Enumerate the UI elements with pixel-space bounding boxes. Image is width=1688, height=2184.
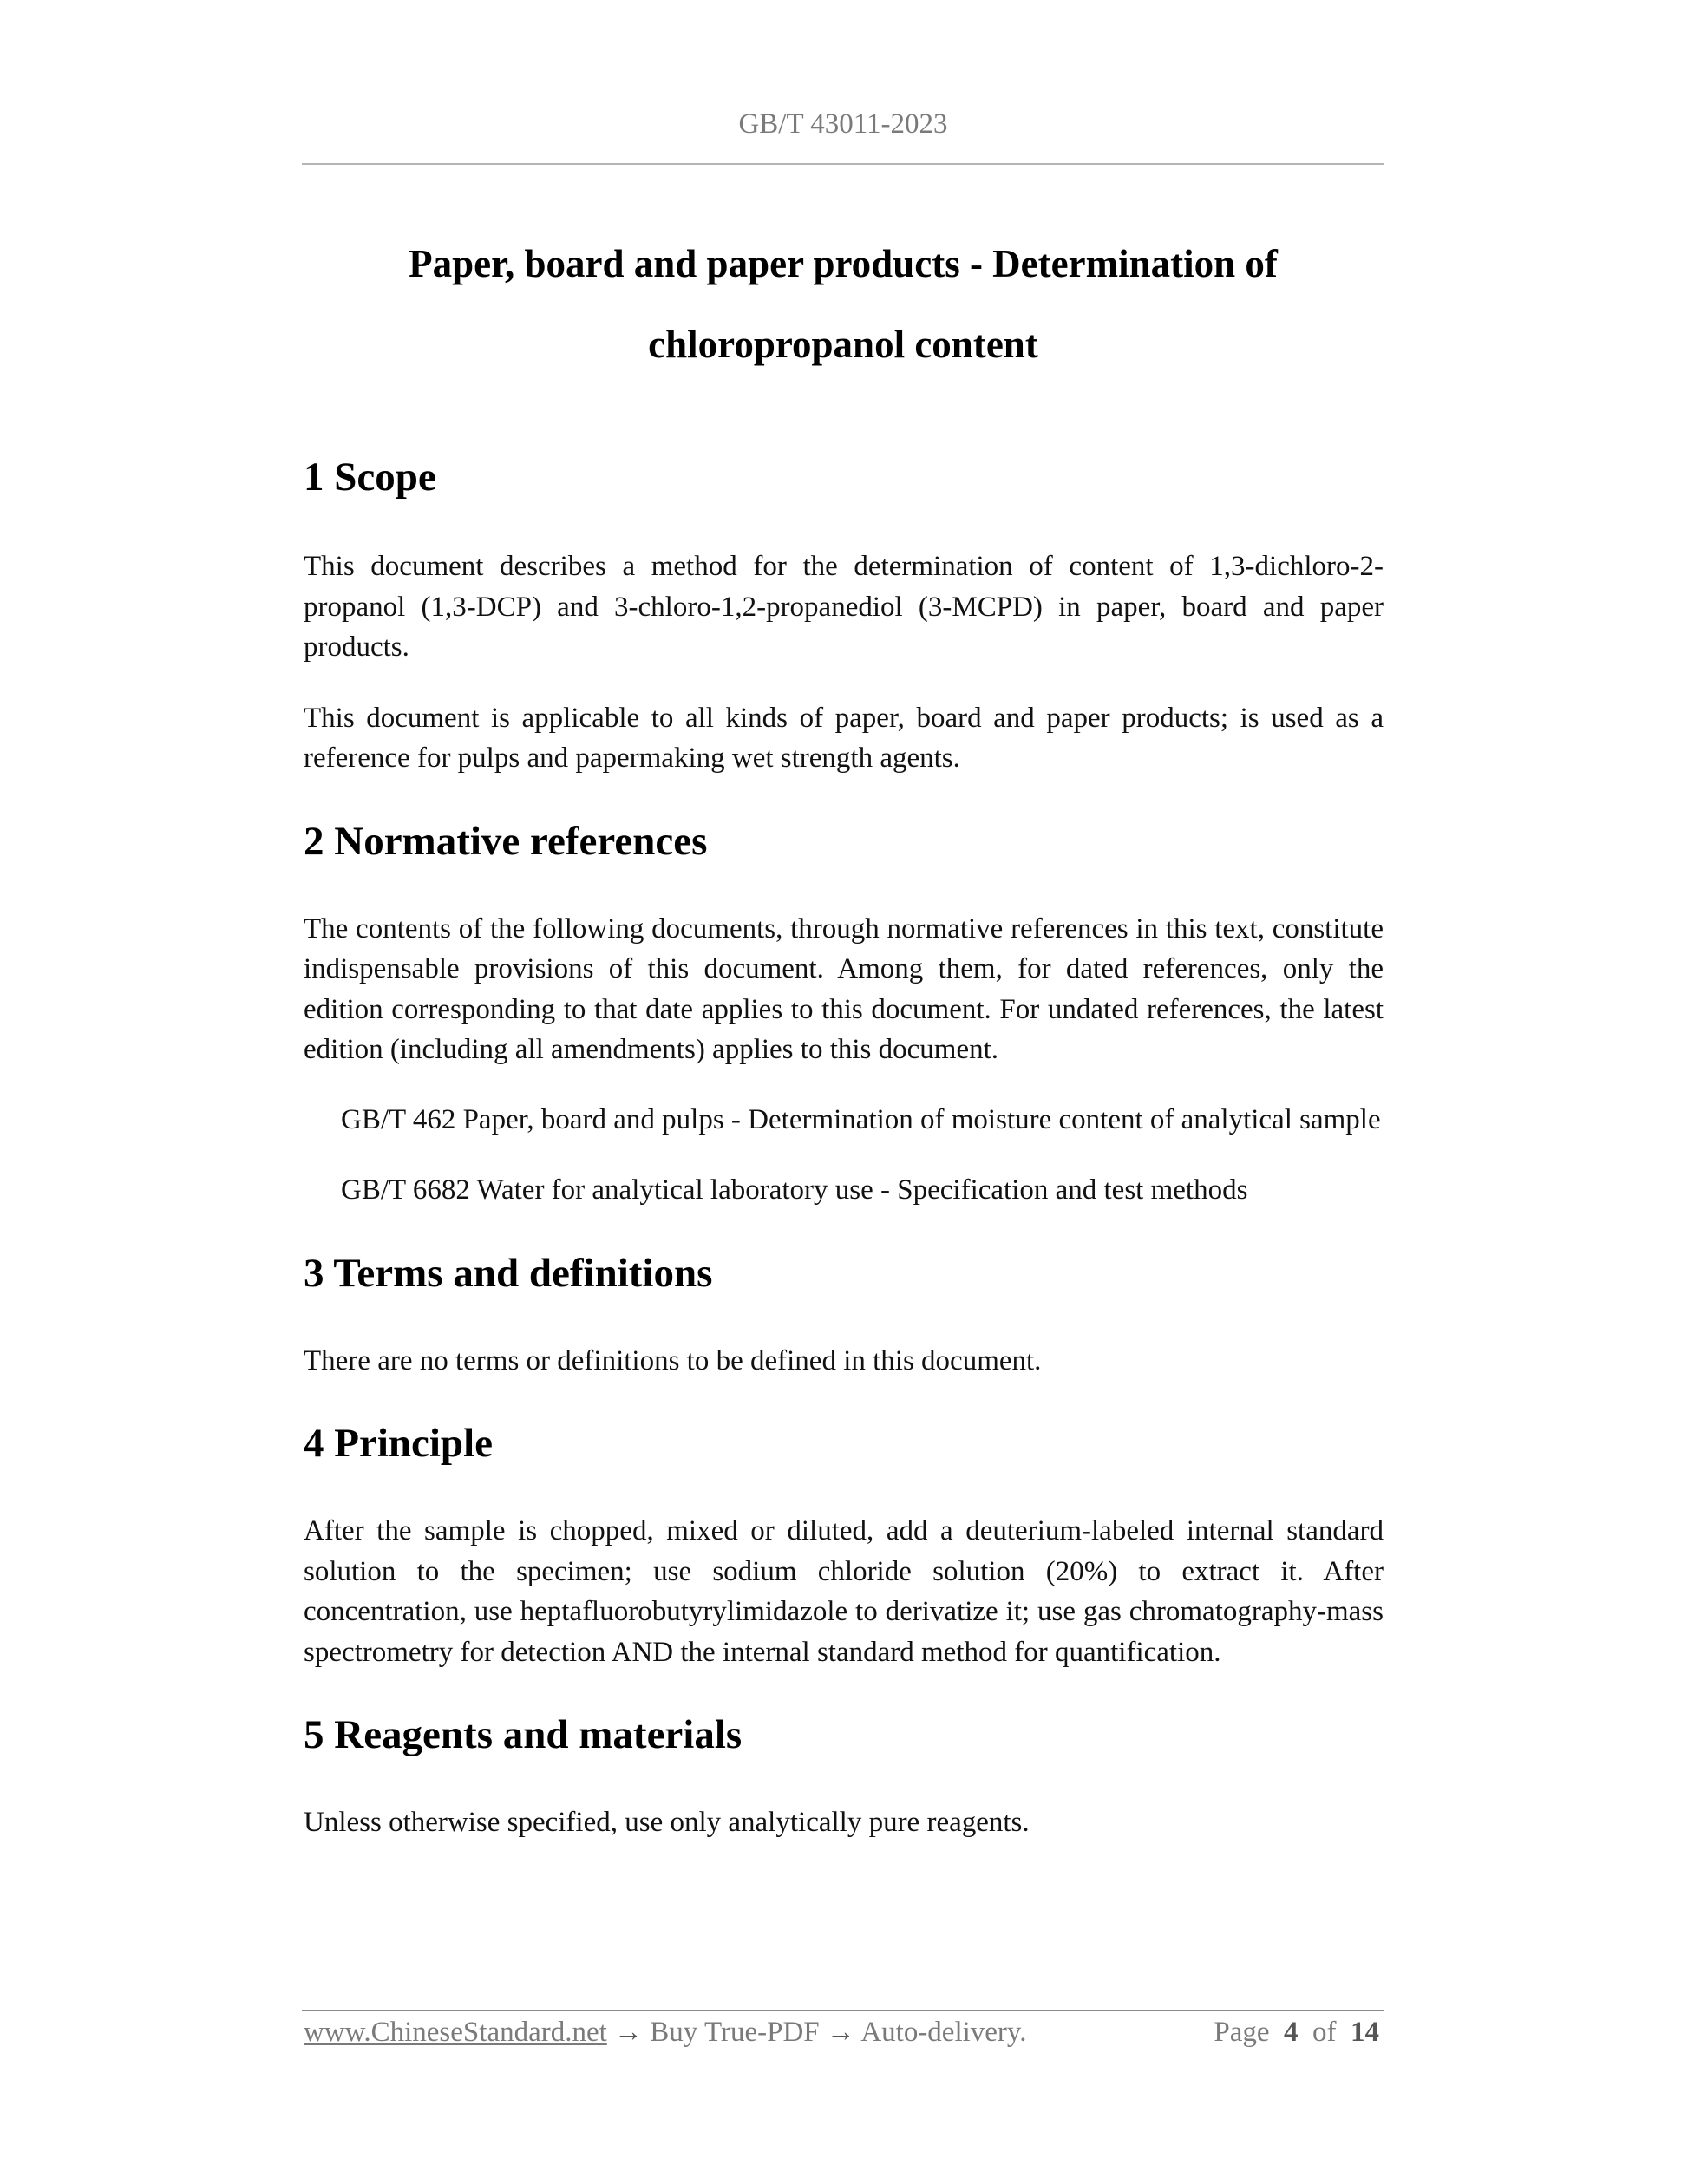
scope-paragraph-2: This document is applicable to all kinds of paper, board and paper products; is used as a reference for pulps and papermaking wet strength agents. [304,702,1384,774]
page-label: Page [1214,2017,1270,2048]
section-heading-principle: 4 Principle [304,1421,493,1466]
auto-delivery-text: Auto-delivery. [860,2017,1027,2048]
running-header: GB/T 43011-2023 [738,108,948,140]
document-body [304,434,1384,1843]
scope-paragraph-1: This document describes a method for the determination of content of 1,3-dichloro-2-propanol (1,3-DCP) and 3-chloro-1,2-propanediol (3-MCPD) in paper, board and paper products. [304,551,1384,663]
page-indicator [1214,2011,1379,2054]
current-page-number: 4 [1284,2017,1299,2048]
section-heading-terms: 3 Terms and definitions [304,1250,713,1296]
reference-gb-t-6682: GB/T 6682 Water for analytical laboratory use - Specification and test methods [341,1174,1248,1206]
terms-paragraph: There are no terms or definitions to be defined in this document. [304,1344,1042,1376]
footer-links [304,2011,1027,2054]
buy-true-pdf-text: Buy True-PDF [650,2017,820,2048]
header-divider [302,163,1384,165]
reagents-paragraph: Unless otherwise specified, use only analytically pure reagents. [304,1807,1030,1838]
arrow-right-icon: → [614,2017,644,2048]
reference-gb-t-462: GB/T 462 Paper, board and pulps - Determination of moisture content of analytical sample [341,1103,1381,1135]
document-title-line-1: Paper, board and paper products - Determination of [409,242,1278,285]
total-page-count: 14 [1351,2017,1379,2048]
website-link[interactable]: www.ChineseStandard.net [304,2017,607,2048]
of-label: of [1312,2017,1337,2048]
section-heading-normative-references: 2 Normative references [304,818,708,864]
normative-references-paragraph: The contents of the following documents, through normative references in this text, constitute indispensable provisions of this document. Among them, for dated references, only the edition corresponding to that date applies to this document. For undated references, the latest edition (including all amendments) applies to this document. [304,912,1384,1065]
principle-paragraph: After the sample is chopped, mixed or diluted, add a deuterium-labeled internal standard solution to the specimen; use sodium chloride solution (20%) to extract it. After concentration, use heptafluorobutyrylimidazole to derivatize it; use gas chromatography-mass spectrometry for detection AND the internal standard method for quantification. [304,1515,1384,1668]
arrow-right-icon: → [826,2017,855,2048]
document-title [302,224,1384,385]
section-heading-scope: 1 Scope [304,454,436,500]
section-heading-reagents: 5 Reagents and materials [304,1712,743,1757]
document-title-line-2: chloropropanol content [648,323,1038,366]
